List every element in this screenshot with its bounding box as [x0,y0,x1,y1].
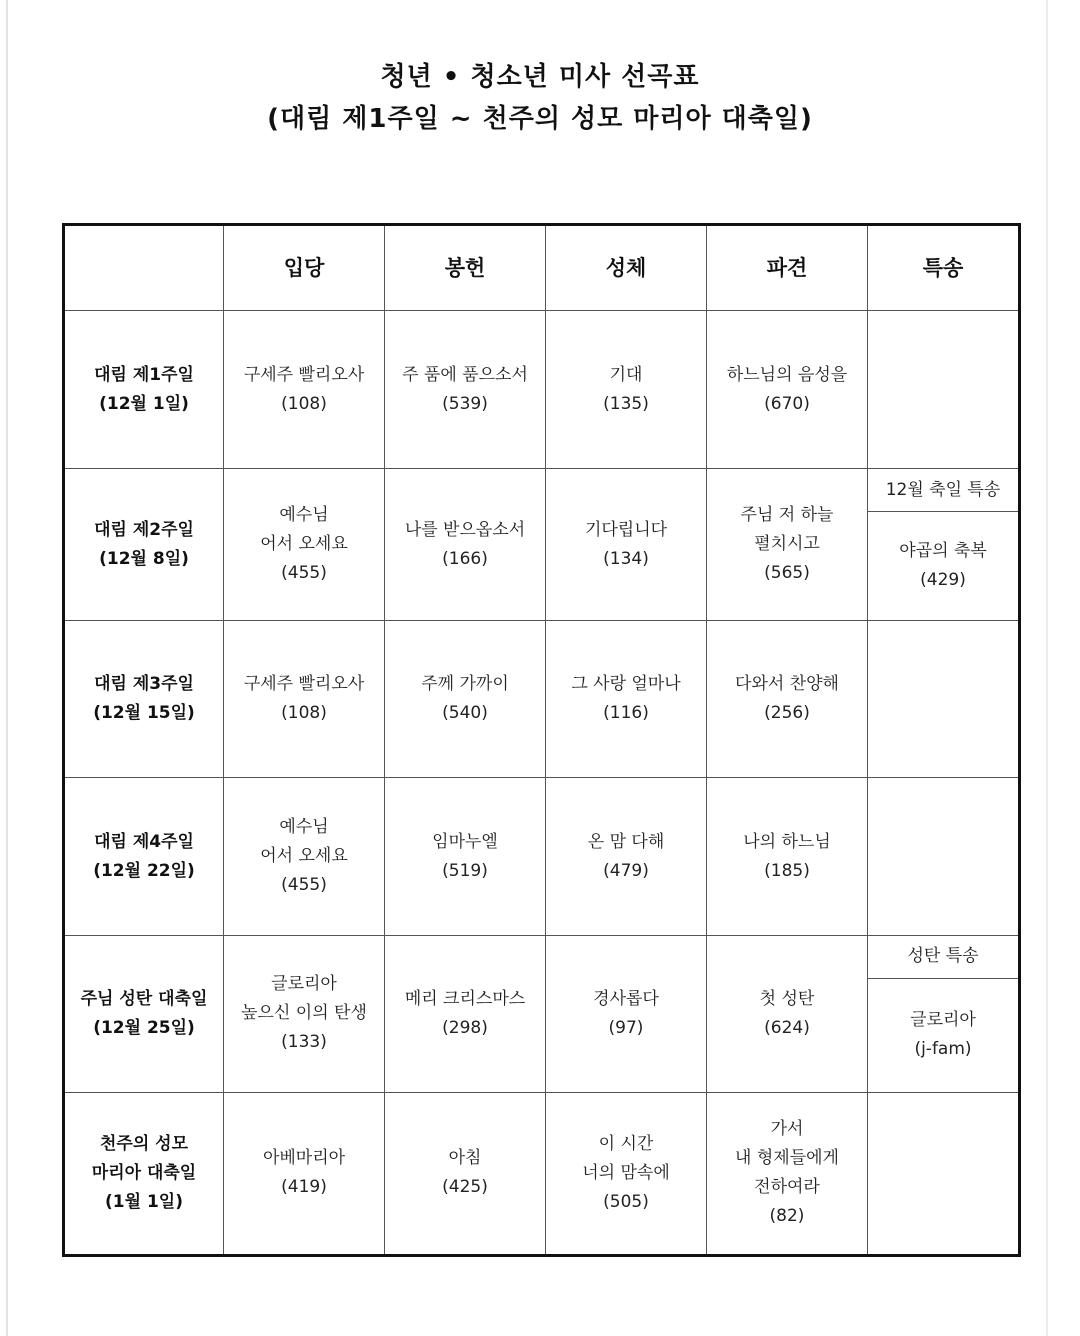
header-offertory: 봉헌 [385,225,546,311]
song-number: (425) [442,1177,488,1198]
row-day-line: 대림 제4주일 [94,831,194,852]
row-day [64,469,224,621]
song-title: 경사롭다 [593,988,659,1009]
song-number: (624) [764,1017,810,1038]
row-day-date: (12월 25일) [93,1017,195,1038]
row-day-date: (12월 1일) [99,393,189,414]
song-number: (108) [281,703,327,724]
cell-special [868,978,1020,1092]
header-entrance: 입당 [224,225,385,311]
table-row [64,1092,1020,1255]
cell-communion [546,778,707,935]
song-title: 이 시간 [598,1133,654,1154]
row-day [64,311,224,469]
title-line-1: 청년 • 청소년 미사 선곡표 [380,62,700,92]
song-title: 예수님 [279,817,329,838]
cell-communion [546,469,707,621]
cell-communion [546,621,707,778]
cell-offertory [385,1092,546,1255]
header-corner [64,225,224,311]
song-title: 아베마리아 [262,1148,346,1169]
table-row [64,311,1020,469]
row-day-line: 천주의 성모 [99,1133,189,1154]
song-title: 글로리아 [910,1010,976,1031]
song-number: (539) [442,393,488,414]
cell-offertory [385,935,546,1092]
cell-dismissal [707,621,868,778]
cell-entrance [224,311,385,469]
header-communion: 성체 [546,225,707,311]
song-title: 전하여라 [754,1177,820,1198]
song-title: 기대 [609,364,643,385]
cell-special [868,311,1020,469]
cell-entrance [224,469,385,621]
song-title: 예수님 [279,505,329,526]
row-day [64,1092,224,1255]
special-label: 12월 축일 특송 [868,469,1020,512]
song-number: (565) [764,563,810,584]
song-title: 기다립니다 [584,519,668,540]
song-title: 구세주 빨리오사 [243,674,365,695]
row-day-line: 대림 제3주일 [94,674,194,695]
song-title: 첫 성탄 [759,988,815,1009]
song-number: (135) [603,393,649,414]
row-day-date: (12월 15일) [93,703,195,724]
song-number: (540) [442,703,488,724]
cell-dismissal [707,778,868,935]
row-day-line: 마리아 대축일 [91,1162,197,1183]
cell-communion [546,935,707,1092]
cell-entrance [224,778,385,935]
row-day-line: 대림 제1주일 [94,364,194,385]
row-day [64,935,224,1092]
song-title: 하느님의 음성을 [726,364,848,385]
song-title: 그 사랑 얼마나 [571,674,681,695]
cell-communion [546,1092,707,1255]
song-title: 구세주 빨리오사 [243,364,365,385]
song-number: (505) [603,1191,649,1212]
song-title: 너의 맘속에 [582,1162,670,1183]
cell-special [868,1092,1020,1255]
song-number: (455) [281,875,327,896]
song-title: 나의 하느님 [743,831,831,852]
song-number: (256) [764,703,810,724]
song-number: (298) [442,1017,488,1038]
song-title: 어서 오세요 [260,846,348,867]
document-title [0,56,1080,140]
song-number: (134) [603,548,649,569]
cell-dismissal [707,469,868,621]
song-title: 펼치시고 [754,534,820,555]
song-title: 아침 [448,1148,482,1169]
page-edge-right [1046,0,1048,1336]
row-day-line: 주님 성탄 대축일 [80,988,208,1009]
song-number: (519) [442,860,488,881]
cell-offertory [385,311,546,469]
cell-dismissal [707,311,868,469]
cell-offertory [385,469,546,621]
cell-entrance [224,1092,385,1255]
song-number: (419) [281,1177,327,1198]
page-edge-left [6,0,8,1336]
row-day [64,621,224,778]
row-day [64,778,224,935]
song-number: (97) [608,1017,644,1038]
cell-offertory [385,621,546,778]
title-line-2: (대림 제1주일 ~ 천주의 성모 마리아 대축일) [267,104,813,134]
row-day-date: (1월 1일) [105,1191,183,1212]
cell-special [868,778,1020,935]
cell-offertory [385,778,546,935]
song-number: (108) [281,393,327,414]
song-title: 글로리아 [271,974,337,995]
song-title: 내 형제들에게 [735,1148,839,1169]
row-day-line: 대림 제2주일 [94,519,194,540]
song-title: 다와서 찬양해 [735,674,839,695]
song-title: 임마누엘 [432,831,498,852]
table-row [64,469,1020,512]
song-number: (166) [442,548,488,569]
table-row [64,778,1020,935]
song-number: (116) [603,703,649,724]
song-title: 주 품에 품으소서 [402,364,528,385]
song-number: (455) [281,563,327,584]
cell-entrance [224,621,385,778]
song-title: 야곱의 축복 [899,541,987,562]
song-schedule-table [62,223,1021,1257]
song-number: (82) [769,1206,805,1227]
song-title: 어서 오세요 [260,534,348,555]
song-number: (185) [764,860,810,881]
song-number: (429) [920,570,966,591]
row-day-date: (12월 8일) [99,548,189,569]
cell-entrance [224,935,385,1092]
song-number: (670) [764,393,810,414]
song-title: 나를 받으옵소서 [404,519,526,540]
song-title: 주께 가까이 [421,674,509,695]
table-row [64,935,1020,978]
cell-dismissal [707,1092,868,1255]
cell-special [868,512,1020,621]
table-row [64,621,1020,778]
song-title: 가서 [770,1119,804,1140]
song-number: (133) [281,1032,327,1053]
song-title: 메리 크리스마스 [404,988,526,1009]
song-title: 주님 저 하늘 [740,505,834,526]
header-special: 특송 [868,225,1020,311]
row-day-date: (12월 22일) [93,860,195,881]
song-title: 온 맘 다해 [587,831,665,852]
header-dismissal: 파견 [707,225,868,311]
header-row [64,225,1020,311]
song-number: (479) [603,860,649,881]
cell-communion [546,311,707,469]
cell-special [868,621,1020,778]
special-label: 성탄 특송 [868,935,1020,978]
cell-dismissal [707,935,868,1092]
song-title: 높으신 이의 탄생 [241,1003,367,1024]
song-number: (j-fam) [914,1039,972,1060]
